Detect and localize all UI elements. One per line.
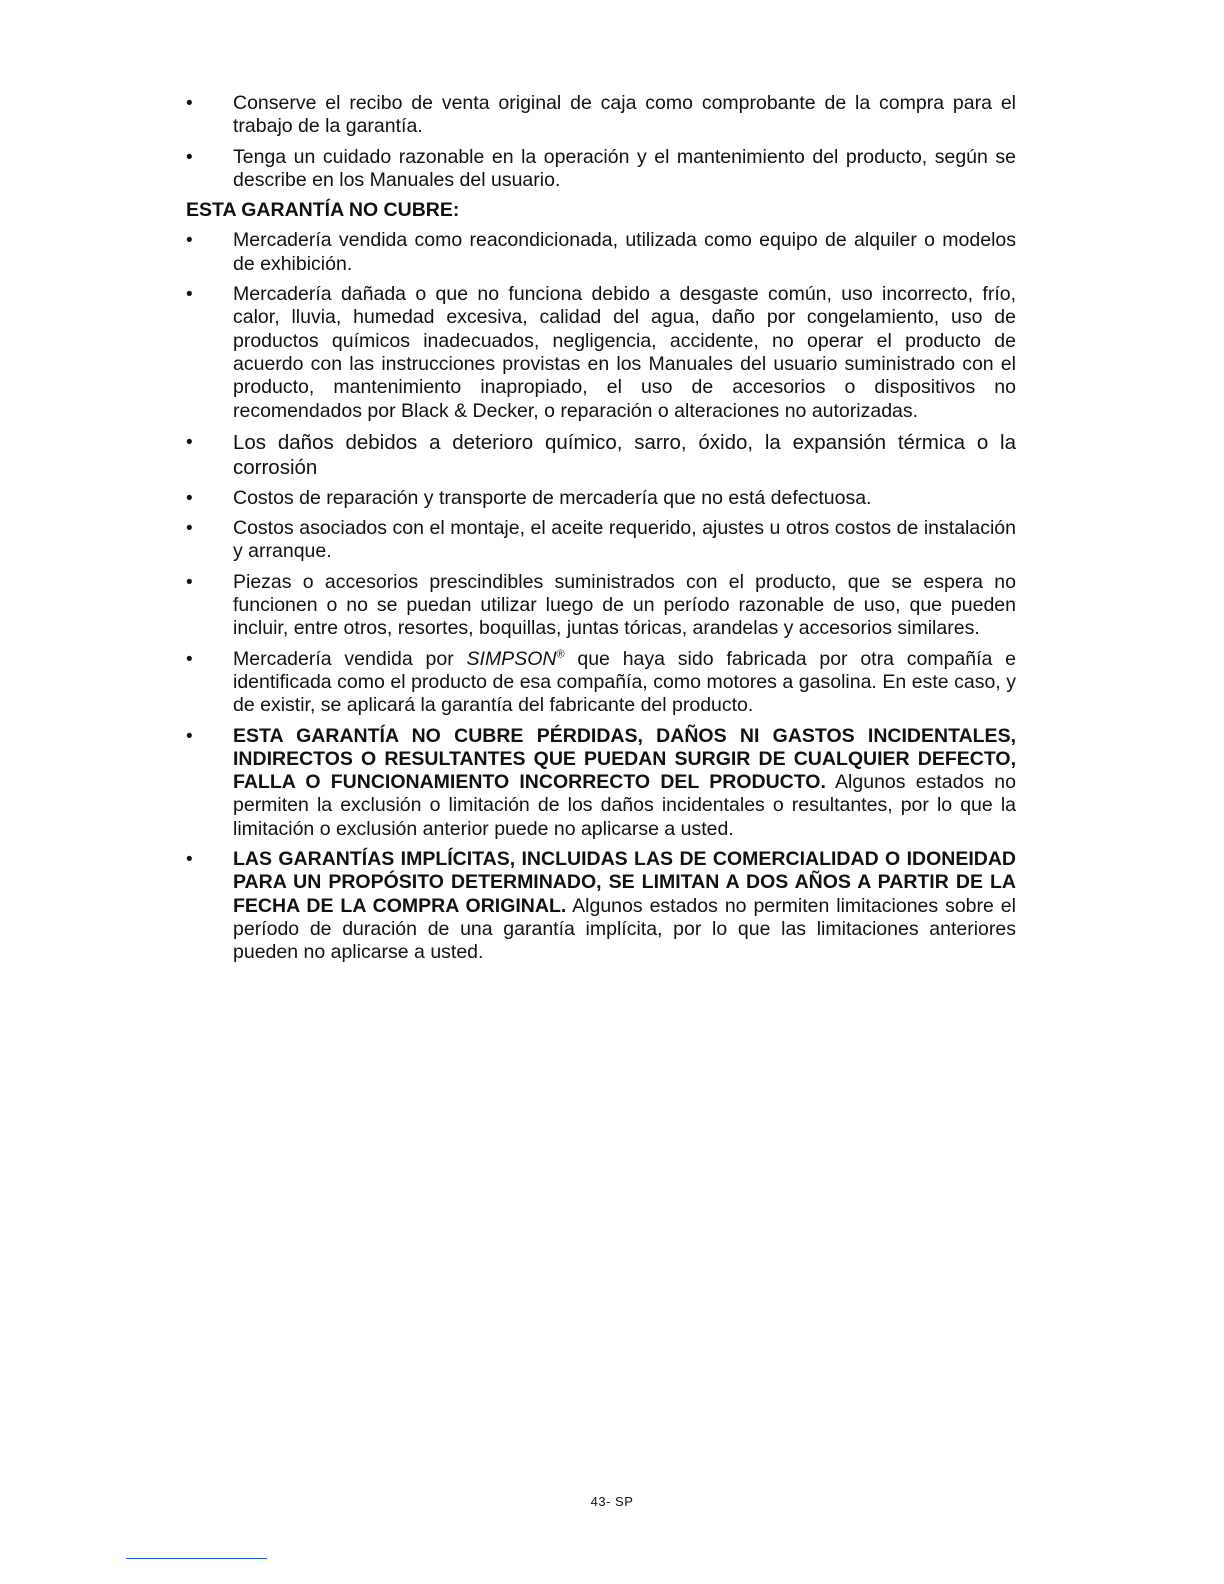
list-item-implied — [186, 848, 1016, 964]
list-item-simpson — [186, 648, 1016, 718]
bullet-icon: • — [186, 93, 193, 114]
simpson-text-after: que haya sido fabricada por otra compañía e identificada como el producto de esa compañía, como motores a gasolina. En este caso, y de existir, se aplicará la garantía del fabricante del producto. — [233, 647, 1017, 717]
exclusions-list — [186, 229, 1016, 964]
list-item-incidental — [186, 725, 1016, 841]
brand-name: SIMPSON — [466, 647, 557, 670]
page-number: 43- SP — [590, 1494, 634, 1509]
registered-mark: ® — [556, 648, 565, 661]
list-item — [186, 571, 1016, 641]
list-item-text: Los daños debidos a deterioro químico, sarro, óxido, la expansión térmica o la corrosión — [233, 430, 1016, 479]
list-item-text: Mercadería dañada o que no funciona debido a desgaste común, uso incorrecto, frío, calor, lluvia, humedad excesiva, calidad del agua, daño por congelamiento, uso de productos químicos inadecuados, negligencia, accidente, no operar el producto de acuerdo con las instrucciones provistas en los Manuales del usuario suministrado con el producto, mantenimiento inapropiado, el uso de accesorios o dispositivos no recomendados por Black & Decker, o reparación o alteraciones no autorizadas. — [233, 283, 1016, 422]
list-item-text: Piezas o accesorios prescindibles suministrados con el producto, que se espera no funcionen o no se puedan utilizar luego de un período razonable de uso, que pueden incluir, entre otros, resortes, boquillas, juntas tóricas, arandelas y accesorios similares. — [233, 570, 1016, 640]
list-item — [186, 283, 1016, 423]
bullet-icon: • — [186, 431, 193, 453]
implied-bold-text: LAS GARANTÍAS IMPLÍCITAS, INCLUIDAS LAS DE COMERCIALIDAD O IDONEIDAD PARA UN PROPÓSITO DETERMINADO, SE LIMITAN A DOS AÑOS A PARTIR DE LA FECHA DE LA COMPRA ORIGINAL. — [233, 848, 1016, 917]
section-heading: ESTA GARANTÍA NO CUBRE: — [186, 199, 460, 222]
list-item-text: Costos de reparación y transporte de mercadería que no está defectuosa. — [233, 486, 872, 509]
bullet-icon: • — [186, 571, 193, 593]
requirements-list — [186, 92, 1016, 192]
document-page — [186, 92, 1016, 972]
simpson-text-before: Mercadería vendida por — [233, 647, 467, 670]
footer-divider — [126, 1558, 267, 1559]
bullet-icon: • — [186, 284, 193, 306]
list-item — [186, 517, 1016, 564]
bullet-icon: • — [186, 518, 193, 540]
bullet-icon: • — [186, 487, 193, 509]
list-item — [186, 430, 1016, 480]
bullet-icon: • — [186, 230, 193, 252]
list-item-text: Conserve el recibo de venta original de caja como comprobante de la compra para el trabajo de la garantía. — [233, 92, 1016, 138]
incidental-text: Algunos estados no permiten la exclusión o limitación de los daños incidentales o resultantes, por lo que la limitación o exclusión anterior puede no aplicarse a usted. — [233, 771, 1016, 840]
bullet-icon: • — [186, 146, 193, 168]
implied-text: Algunos estados no permiten limitaciones sobre el período de duración de una garantía implícita, por lo que las limitaciones anteriores pueden no aplicarse a usted. — [233, 894, 1016, 964]
list-item — [186, 146, 1016, 193]
list-item — [186, 487, 1016, 510]
list-item-text: Tenga un cuidado razonable en la operación y el mantenimiento del producto, según se describe en los Manuales del usuario. — [233, 145, 1016, 191]
bullet-icon: • — [186, 725, 193, 747]
list-item — [186, 229, 1016, 276]
list-item-text: Mercadería vendida como reacondicionada, utilizada como equipo de alquiler o modelos de exhibición. — [233, 229, 1016, 275]
bullet-icon: • — [186, 648, 193, 670]
list-item-text: Costos asociados con el montaje, el aceite requerido, ajustes u otros costos de instalación y arranque. — [233, 517, 1016, 563]
list-item — [186, 92, 1016, 139]
incidental-bold-text: ESTA GARANTÍA NO CUBRE PÉRDIDAS, DAÑOS NI GASTOS INCIDENTALES, INDIRECTOS O RESULTANTES QUE PUEDAN SURGIR DE CUALQUIER DEFECTO, FALLA O FUNCIONAMIENTO INCORRECTO DEL PRODUCTO. — [233, 724, 1016, 794]
bullet-icon: • — [186, 849, 193, 871]
